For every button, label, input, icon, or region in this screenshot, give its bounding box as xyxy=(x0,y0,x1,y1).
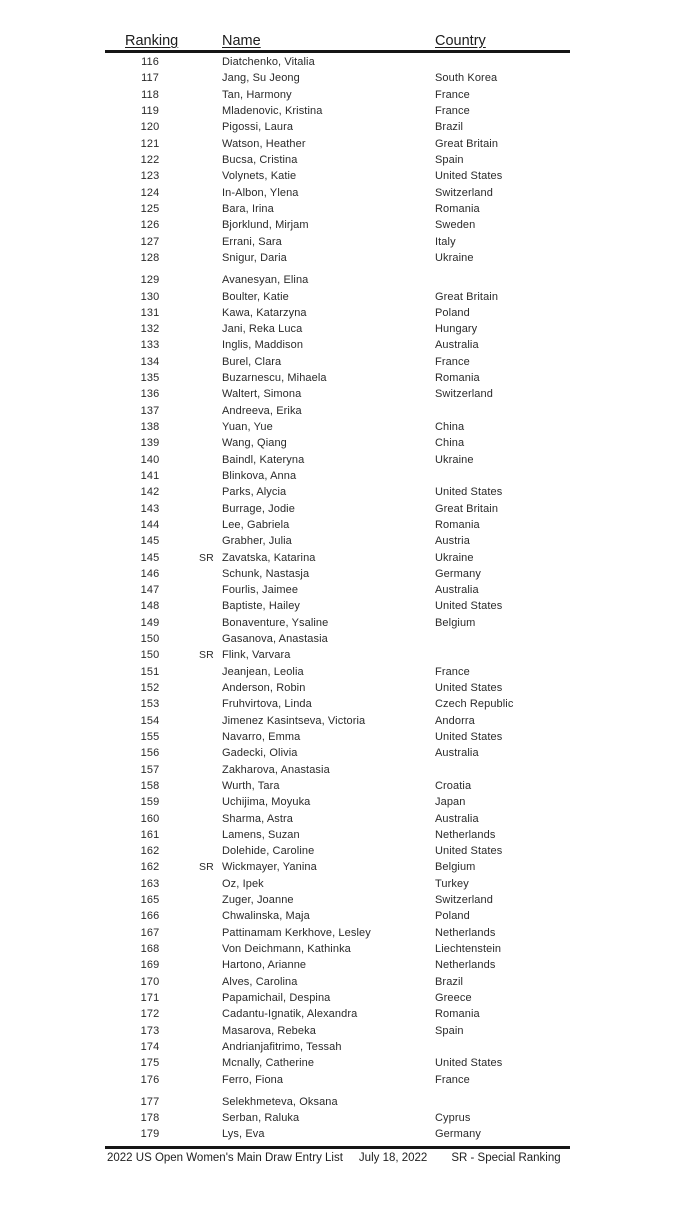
table-row xyxy=(105,321,570,337)
country-cell: United States xyxy=(435,845,503,858)
country-cell: Romania xyxy=(435,518,480,531)
rank-cell: 151 xyxy=(140,665,160,678)
rank-cell: 144 xyxy=(140,518,160,531)
rank-cell: 156 xyxy=(140,747,160,760)
sr-badge: SR xyxy=(199,861,214,874)
country-cell: Turkey xyxy=(435,877,469,890)
rank-cell: 176 xyxy=(140,1073,160,1086)
country-cell: Australia xyxy=(435,584,479,597)
country-cell: United States xyxy=(435,486,503,499)
country-cell: Japan xyxy=(435,796,466,809)
country-cell: Ukraine xyxy=(435,453,474,466)
player-name-cell: Parks, Alycia xyxy=(222,486,287,499)
rank-cell: 121 xyxy=(140,137,160,150)
player-name-cell: Gasanova, Anastasia xyxy=(222,633,328,646)
rank-cell: 125 xyxy=(140,202,160,215)
column-header-name: Name xyxy=(222,33,261,49)
country-cell: France xyxy=(435,665,470,678)
table-row xyxy=(105,337,570,353)
table-row xyxy=(105,876,570,892)
country-cell: China xyxy=(435,421,465,434)
country-cell: France xyxy=(435,88,470,101)
table-row xyxy=(105,1126,570,1142)
country-cell: Great Britain xyxy=(435,502,499,515)
table-row xyxy=(105,250,570,266)
table-row xyxy=(105,974,570,990)
column-header-country: Country xyxy=(435,33,486,49)
country-cell: Romania xyxy=(435,372,480,385)
player-name-cell: Baptiste, Hailey xyxy=(222,600,301,613)
country-cell: Great Britain xyxy=(435,137,499,150)
rank-cell: 170 xyxy=(140,975,160,988)
table-row xyxy=(105,484,570,500)
rank-cell: 143 xyxy=(140,502,160,515)
rank-cell: 174 xyxy=(140,1040,160,1053)
table-row xyxy=(105,517,570,533)
player-name-cell: Hartono, Arianne xyxy=(222,959,307,972)
player-name-cell: Anderson, Robin xyxy=(222,682,306,695)
table-row xyxy=(105,217,570,233)
player-name-cell: Selekhmeteva, Oksana xyxy=(222,1095,338,1108)
table-row xyxy=(105,631,570,647)
rank-cell: 124 xyxy=(140,186,160,199)
country-cell: United States xyxy=(435,730,503,743)
player-name-cell: Fruhvirtova, Linda xyxy=(222,698,312,711)
country-cell: Germany xyxy=(435,1128,481,1141)
player-name-cell: Jani, Reka Luca xyxy=(222,323,303,336)
player-name-cell: Fourlis, Jaimee xyxy=(222,584,299,597)
player-name-cell: Schunk, Nastasja xyxy=(222,567,310,580)
country-cell: United States xyxy=(435,170,503,183)
table-row xyxy=(105,103,570,119)
table-row xyxy=(105,1071,570,1087)
player-name-cell: Bonaventure, Ysaline xyxy=(222,616,329,629)
country-cell: Ukraine xyxy=(435,251,474,264)
player-name-cell: Buzarnescu, Mihaela xyxy=(222,372,327,385)
table-row xyxy=(105,272,570,288)
rank-cell: 145 xyxy=(140,535,160,548)
rank-cell: 159 xyxy=(140,796,160,809)
table-row xyxy=(105,761,570,777)
table-header-row xyxy=(105,33,570,53)
footer-date: July 18, 2022 xyxy=(358,1152,428,1164)
player-name-cell: Burrage, Jodie xyxy=(222,502,295,515)
player-name-cell: Grabher, Julia xyxy=(222,535,292,548)
country-cell: Netherlands xyxy=(435,959,496,972)
table-row xyxy=(105,288,570,304)
rank-cell: 147 xyxy=(140,584,160,597)
player-name-cell: Zavatska, Katarina xyxy=(222,551,316,564)
table-row xyxy=(105,810,570,826)
rank-cell: 158 xyxy=(140,779,160,792)
table-row xyxy=(105,70,570,86)
table-body xyxy=(105,53,570,1143)
footer-document-title: 2022 US Open Women's Main Draw Entry List xyxy=(107,1152,343,1164)
rank-cell: 161 xyxy=(140,828,160,841)
rank-cell: 118 xyxy=(141,88,159,101)
rank-cell: 177 xyxy=(140,1095,160,1108)
player-name-cell: Von Deichmann, Kathinka xyxy=(222,943,351,956)
player-name-cell: Errani, Sara xyxy=(222,235,282,248)
footer-sr-legend: SR - Special Ranking xyxy=(451,1152,561,1164)
player-name-cell: Boulter, Katie xyxy=(222,290,289,303)
table-row xyxy=(105,696,570,712)
rank-cell: 166 xyxy=(140,910,160,923)
table-row xyxy=(105,201,570,217)
column-header-ranking: Ranking xyxy=(125,33,179,49)
player-name-cell: Sharma, Astra xyxy=(222,812,293,825)
country-cell: Romania xyxy=(435,202,480,215)
rank-cell: 135 xyxy=(140,372,160,385)
country-cell: China xyxy=(435,437,465,450)
table-row xyxy=(105,435,570,451)
country-cell: France xyxy=(435,1073,470,1086)
player-name-cell: Uchijima, Moyuka xyxy=(222,796,311,809)
rank-cell: 138 xyxy=(140,421,160,434)
player-name-cell: Zakharova, Anastasia xyxy=(222,763,330,776)
player-name-cell: Pigossi, Laura xyxy=(222,121,294,134)
table-row xyxy=(105,843,570,859)
rank-cell: 163 xyxy=(140,877,160,890)
player-name-cell: Wang, Qiang xyxy=(222,437,287,450)
player-name-cell: Blinkova, Anna xyxy=(222,469,297,482)
table-row xyxy=(105,598,570,614)
table-row xyxy=(105,941,570,957)
table-row xyxy=(105,500,570,516)
table-row xyxy=(105,119,570,135)
table-row xyxy=(105,1022,570,1038)
table-row xyxy=(105,168,570,184)
country-cell: Poland xyxy=(435,910,470,923)
country-cell: United States xyxy=(435,682,503,695)
table-row xyxy=(105,859,570,875)
player-name-cell: Oz, Ipek xyxy=(222,877,264,890)
country-cell: Belgium xyxy=(435,861,476,874)
country-cell: Australia xyxy=(435,812,479,825)
rank-cell: 128 xyxy=(140,251,160,264)
player-name-cell: Lys, Eva xyxy=(222,1128,265,1141)
player-name-cell: Ferro, Fiona xyxy=(222,1073,284,1086)
table-row xyxy=(105,908,570,924)
table-row xyxy=(105,54,570,70)
table-row xyxy=(105,386,570,402)
table-row xyxy=(105,533,570,549)
rank-cell: 154 xyxy=(140,714,160,727)
player-name-cell: Gadecki, Olivia xyxy=(222,747,298,760)
country-cell: Italy xyxy=(435,235,456,248)
player-name-cell: Navarro, Emma xyxy=(222,730,301,743)
rank-cell: 134 xyxy=(140,355,160,368)
rank-cell: 130 xyxy=(140,290,160,303)
table-row xyxy=(105,305,570,321)
player-name-cell: Bucsa, Cristina xyxy=(222,154,298,167)
table-row xyxy=(105,957,570,973)
rank-cell: 136 xyxy=(140,388,160,401)
table-row xyxy=(105,403,570,419)
player-name-cell: Alves, Carolina xyxy=(222,975,298,988)
player-name-cell: Pattinamam Kerkhove, Lesley xyxy=(222,926,371,939)
rank-cell: 149 xyxy=(140,616,160,629)
rank-cell: 137 xyxy=(140,404,160,417)
table-row xyxy=(105,419,570,435)
player-name-cell: Cadantu-Ignatik, Alexandra xyxy=(222,1008,358,1021)
country-cell: Netherlands xyxy=(435,828,496,841)
player-name-cell: Watson, Heather xyxy=(222,137,306,150)
entry-list-table xyxy=(105,33,570,1143)
rank-cell: 119 xyxy=(141,105,159,118)
country-cell: Greece xyxy=(435,991,472,1004)
rank-cell: 155 xyxy=(140,730,160,743)
table-row xyxy=(105,185,570,201)
rank-cell: 141 xyxy=(140,469,160,482)
player-name-cell: Jang, Su Jeong xyxy=(222,72,300,85)
rank-cell: 126 xyxy=(140,219,160,232)
player-name-cell: Wickmayer, Yanina xyxy=(222,861,317,874)
rank-cell: 172 xyxy=(140,1008,160,1021)
footer xyxy=(105,1146,570,1164)
rank-cell: 139 xyxy=(140,437,160,450)
table-row xyxy=(105,925,570,941)
rank-cell: 157 xyxy=(140,763,160,776)
rank-cell: 171 xyxy=(140,991,160,1004)
country-cell: Austria xyxy=(435,535,470,548)
player-name-cell: Mladenovic, Kristina xyxy=(222,105,323,118)
country-cell: Switzerland xyxy=(435,894,493,907)
rank-cell: 150 xyxy=(140,649,160,662)
player-name-cell: Jeanjean, Leolia xyxy=(222,665,304,678)
rank-cell: 132 xyxy=(140,323,160,336)
rank-cell: 129 xyxy=(140,274,160,287)
country-cell: Hungary xyxy=(435,323,478,336)
rank-cell: 122 xyxy=(140,154,160,167)
table-row xyxy=(105,713,570,729)
country-cell: Brazil xyxy=(435,121,464,134)
table-row xyxy=(105,136,570,152)
table-row xyxy=(105,233,570,249)
rank-cell: 140 xyxy=(140,453,160,466)
rank-cell: 152 xyxy=(140,682,160,695)
country-cell: Spain xyxy=(435,154,464,167)
table-row xyxy=(105,566,570,582)
table-row xyxy=(105,892,570,908)
player-name-cell: Andrianjafitrimo, Tessah xyxy=(222,1040,342,1053)
country-cell: United States xyxy=(435,600,503,613)
rank-cell: 148 xyxy=(140,600,160,613)
player-name-cell: Bara, Irina xyxy=(222,202,274,215)
table-row xyxy=(105,615,570,631)
rank-cell: 165 xyxy=(140,894,160,907)
country-cell: Australia xyxy=(435,747,479,760)
sr-badge: SR xyxy=(199,551,214,564)
country-cell: Liechtenstein xyxy=(435,943,502,956)
table-row xyxy=(105,87,570,103)
rank-cell: 150 xyxy=(140,633,160,646)
table-row xyxy=(105,1006,570,1022)
rank-cell: 120 xyxy=(140,121,160,134)
player-name-cell: Diatchenko, Vitalia xyxy=(222,56,315,69)
country-cell: Poland xyxy=(435,306,470,319)
country-cell: France xyxy=(435,355,470,368)
country-cell: Czech Republic xyxy=(435,698,514,711)
rank-cell: 131 xyxy=(140,306,160,319)
rank-cell: 127 xyxy=(140,235,160,248)
table-row xyxy=(105,794,570,810)
player-name-cell: Kawa, Katarzyna xyxy=(222,306,307,319)
player-name-cell: Waltert, Simona xyxy=(222,388,302,401)
player-name-cell: Jimenez Kasintseva, Victoria xyxy=(222,714,366,727)
player-name-cell: Andreeva, Erika xyxy=(222,404,302,417)
country-cell: Andorra xyxy=(435,714,475,727)
rank-cell: 179 xyxy=(140,1128,160,1141)
player-name-cell: Lee, Gabriela xyxy=(222,518,290,531)
table-row xyxy=(105,370,570,386)
rank-cell: 169 xyxy=(140,959,160,972)
country-cell: Brazil xyxy=(435,975,464,988)
rank-cell: 168 xyxy=(140,943,160,956)
table-row xyxy=(105,354,570,370)
table-row xyxy=(105,582,570,598)
player-name-cell: Avanesyan, Elina xyxy=(222,274,309,287)
country-cell: Romania xyxy=(435,1008,480,1021)
table-row xyxy=(105,827,570,843)
table-row xyxy=(105,452,570,468)
rank-cell: 178 xyxy=(140,1112,160,1125)
player-name-cell: Snigur, Daria xyxy=(222,251,287,264)
rank-cell: 175 xyxy=(140,1057,160,1070)
table-row xyxy=(105,468,570,484)
player-name-cell: In-Albon, Ylena xyxy=(222,186,299,199)
player-name-cell: Bjorklund, Mirjam xyxy=(222,219,309,232)
table-row xyxy=(105,745,570,761)
player-name-cell: Baindl, Kateryna xyxy=(222,453,305,466)
rank-cell: 117 xyxy=(141,72,159,85)
table-row xyxy=(105,549,570,565)
country-cell: Belgium xyxy=(435,616,476,629)
sr-badge: SR xyxy=(199,649,214,662)
rank-cell: 133 xyxy=(140,339,160,352)
country-cell: Netherlands xyxy=(435,926,496,939)
rank-cell: 162 xyxy=(140,845,160,858)
table-row xyxy=(105,1039,570,1055)
country-cell: Switzerland xyxy=(435,186,493,199)
player-name-cell: Tan, Harmony xyxy=(222,88,292,101)
table-row xyxy=(105,1094,570,1110)
country-cell: France xyxy=(435,105,470,118)
country-cell: United States xyxy=(435,1057,503,1070)
player-name-cell: Masarova, Rebeka xyxy=(222,1024,316,1037)
country-cell: Spain xyxy=(435,1024,464,1037)
country-cell: Croatia xyxy=(435,779,472,792)
rank-cell: 142 xyxy=(140,486,160,499)
player-name-cell: Dolehide, Caroline xyxy=(222,845,315,858)
country-cell: Australia xyxy=(435,339,479,352)
rank-cell: 173 xyxy=(140,1024,160,1037)
player-name-cell: Yuan, Yue xyxy=(222,421,273,434)
player-name-cell: Mcnally, Catherine xyxy=(222,1057,315,1070)
player-name-cell: Volynets, Katie xyxy=(222,170,297,183)
table-row xyxy=(105,1055,570,1071)
table-row xyxy=(105,1110,570,1126)
player-name-cell: Inglis, Maddison xyxy=(222,339,304,352)
table-row xyxy=(105,778,570,794)
player-name-cell: Zuger, Joanne xyxy=(222,894,294,907)
player-name-cell: Papamichail, Despina xyxy=(222,991,331,1004)
country-cell: Cyprus xyxy=(435,1112,471,1125)
table-row xyxy=(105,729,570,745)
country-cell: Switzerland xyxy=(435,388,493,401)
rank-cell: 123 xyxy=(140,170,160,183)
player-name-cell: Wurth, Tara xyxy=(222,779,280,792)
country-cell: Ukraine xyxy=(435,551,474,564)
country-cell: Sweden xyxy=(435,219,476,232)
rank-cell: 153 xyxy=(140,698,160,711)
rank-cell: 145 xyxy=(140,551,160,564)
player-name-cell: Burel, Clara xyxy=(222,355,282,368)
table-row xyxy=(105,664,570,680)
rank-cell: 160 xyxy=(140,812,160,825)
country-cell: South Korea xyxy=(435,72,498,85)
table-row xyxy=(105,680,570,696)
rank-cell: 167 xyxy=(140,926,160,939)
player-name-cell: Serban, Raluka xyxy=(222,1112,300,1125)
country-cell: Germany xyxy=(435,567,481,580)
player-name-cell: Lamens, Suzan xyxy=(222,828,300,841)
table-row xyxy=(105,647,570,663)
table-row xyxy=(105,990,570,1006)
country-cell: Great Britain xyxy=(435,290,499,303)
rank-cell: 146 xyxy=(140,567,160,580)
player-name-cell: Chwalinska, Maja xyxy=(222,910,310,923)
rank-cell: 162 xyxy=(140,861,160,874)
player-name-cell: Flink, Varvara xyxy=(222,649,291,662)
rank-cell: 116 xyxy=(141,56,159,69)
table-row xyxy=(105,152,570,168)
